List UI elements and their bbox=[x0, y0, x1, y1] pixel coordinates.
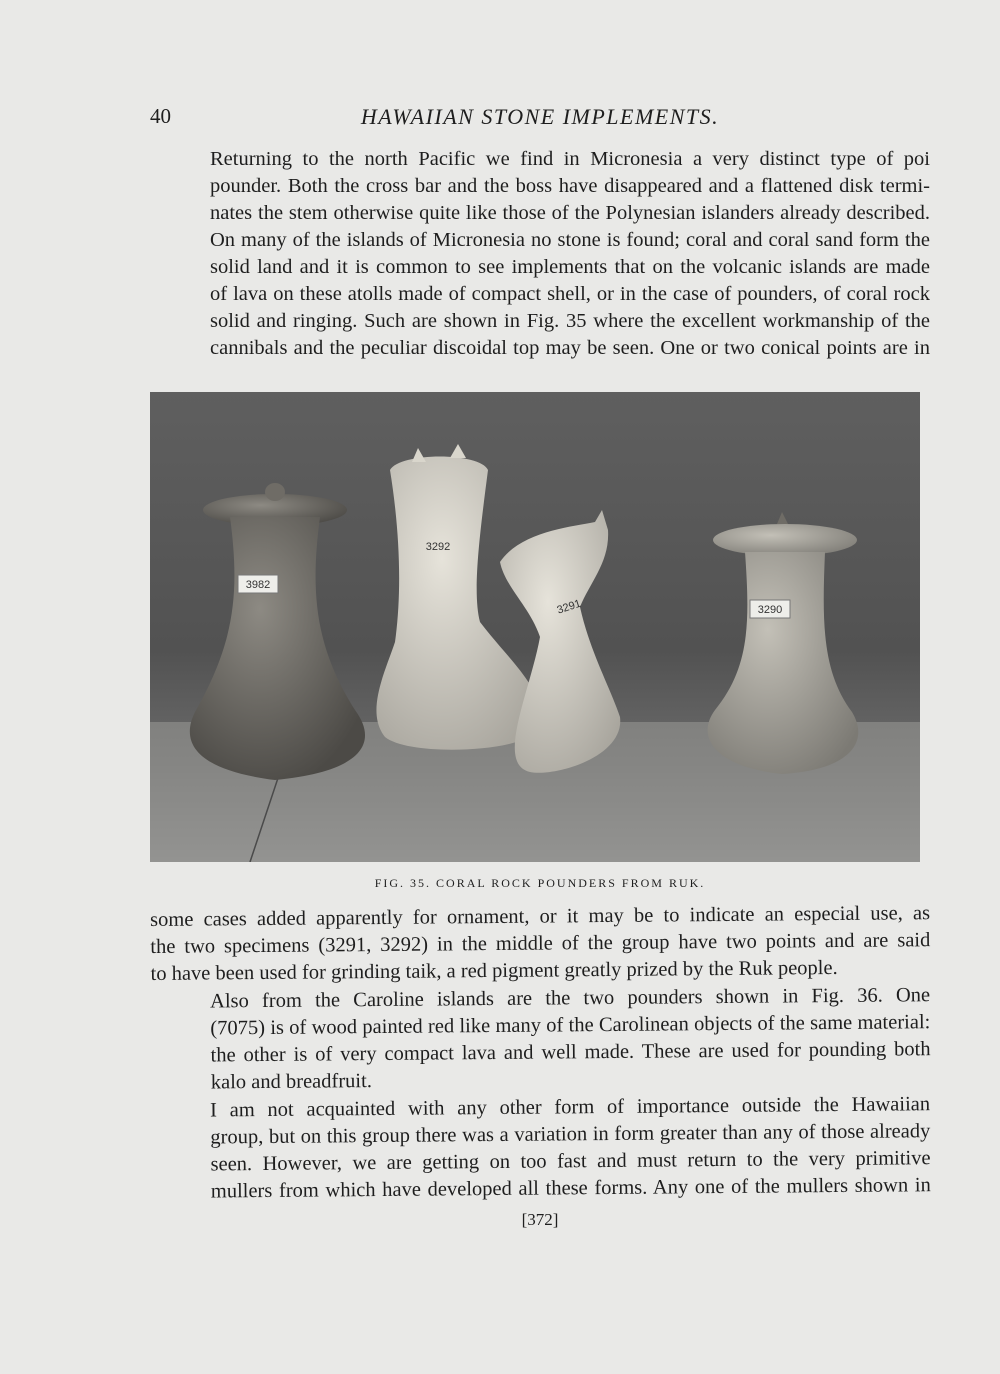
text-line: mullers from which have developed all these forms. Any one of the mullers shown in bbox=[210, 1174, 931, 1203]
text-line: Returning to the north Pacific we find in Micronesia a very distinct type of poi bbox=[210, 148, 930, 170]
specimen-label-3290 bbox=[750, 600, 790, 618]
text-line: seen. However, we are getting on too fast and must return to the very primitive bbox=[210, 1147, 931, 1176]
specimen-label-3292 bbox=[426, 541, 450, 553]
text-line: Also from the Caroline islands are the two pounders shown in Fig. 36. One bbox=[210, 984, 931, 1013]
text-line: I am not acquainted with any other form of importance outside the Hawaiian bbox=[210, 1093, 931, 1122]
text-line: the two specimens (3291, 3292) in the middle of the group have two points and are said bbox=[150, 929, 931, 958]
text-line: of lava on these atolls made of compact shell, or in the case of pounders, of coral rock bbox=[210, 283, 930, 305]
text-line: group, but on this group there was a variation in form greater than any of those already bbox=[210, 1120, 931, 1149]
text-line: some cases added apparently for ornament, or it may be to indicate an especial use, as bbox=[150, 902, 931, 931]
text-line: pounder. Both the cross bar and the boss have disappeared and a flattened disk termi- bbox=[210, 175, 930, 197]
paragraph-hawaiian-group bbox=[150, 1091, 931, 1206]
pounders-illustration bbox=[150, 392, 920, 862]
paragraph-caroline-islands bbox=[150, 982, 931, 1097]
page-number: 40 bbox=[150, 104, 171, 128]
pounder-3291 bbox=[500, 510, 620, 773]
paragraph-conical-points bbox=[150, 900, 931, 988]
pounder-3292 bbox=[376, 444, 540, 750]
text-line: (7075) is of wood painted red like many of the Carolinean objects of the same material: bbox=[210, 1011, 931, 1040]
svg-text:3292: 3292 bbox=[425, 541, 451, 553]
text-line: to have been used for grinding taik, a red pigment greatly prized by the Ruk people. bbox=[150, 957, 838, 985]
svg-text:3290: 3290 bbox=[757, 604, 783, 616]
specimen-label-3982 bbox=[238, 575, 278, 593]
text-line: the other is of very compact lava and well made. These are used for pounding both bbox=[210, 1038, 931, 1067]
paragraph-micronesia bbox=[150, 146, 930, 362]
figure-photo-pounders bbox=[150, 392, 920, 862]
text-line: nates the stem otherwise quite like those of the Polynesian islanders already described. bbox=[210, 202, 930, 224]
text-line: solid and ringing. Such are shown in Fig. 35 where the excellent workmanship of the bbox=[210, 310, 930, 332]
pounder-3290 bbox=[708, 512, 859, 774]
text-line: kalo and breadfruit. bbox=[210, 1070, 373, 1094]
figure-caption: FIG. 35. CORAL ROCK POUNDERS FROM RUK. bbox=[374, 876, 706, 890]
text-line: cannibals and the peculiar discoidal top may be seen. One or two conical points are in bbox=[210, 337, 930, 359]
pounder-3982 bbox=[190, 483, 365, 780]
text-line: solid land and it is common to see implements that on the volcanic islands are made bbox=[210, 256, 930, 278]
running-title: HAWAIIAN STONE IMPLEMENTS. bbox=[360, 104, 720, 129]
folio-number: [372] bbox=[521, 1210, 559, 1229]
svg-text:3982: 3982 bbox=[245, 579, 271, 591]
text-line: On many of the islands of Micronesia no stone is found; coral and coral sand form the bbox=[210, 229, 930, 251]
running-head bbox=[150, 104, 930, 134]
svg-text:3291: 3291 bbox=[555, 597, 583, 617]
